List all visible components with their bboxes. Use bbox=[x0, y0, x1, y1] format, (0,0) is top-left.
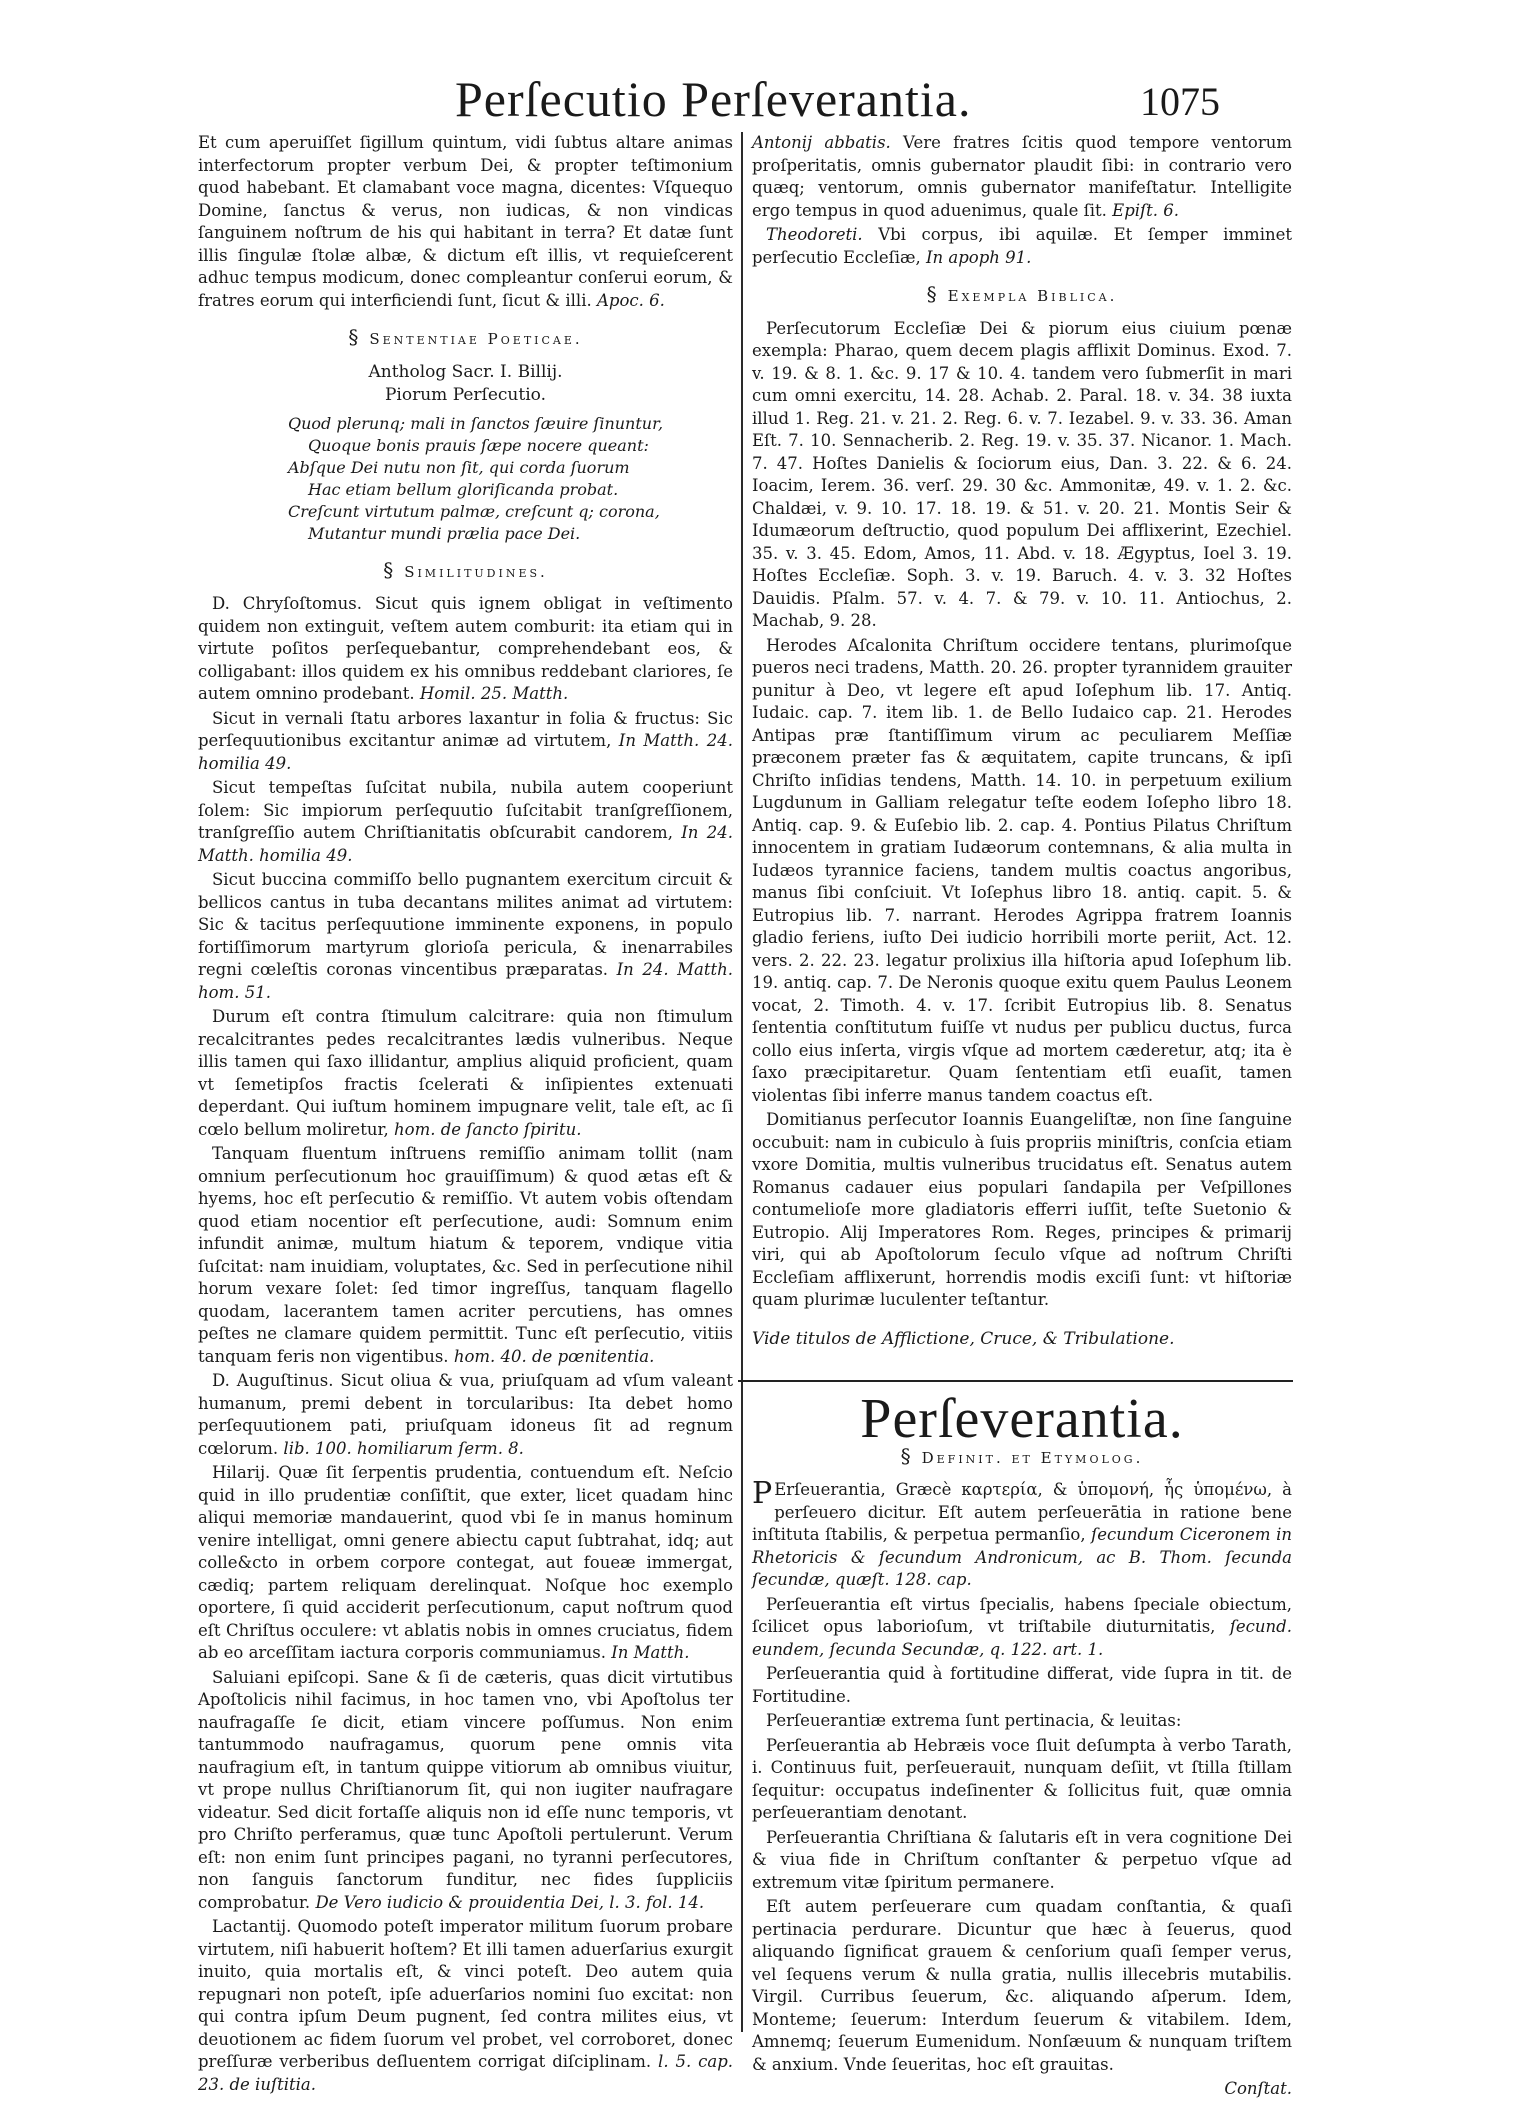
heading-text: Definit. et Etymolog. bbox=[921, 1448, 1144, 1467]
text: D. Auguſtinus. Sicut oliua & vua, priuſquam ad vſum valeant humanum, premi debent in torcularibus: Ita debet homo perſequutionem pati, priuſquam idoneus ſit ad regnum cœlorum. bbox=[198, 1371, 733, 1458]
citation: Epiſt. 6. bbox=[1112, 200, 1180, 220]
paragraph: Eſt autem perſeuerare cum quadam conſtantia, & quaſi pertinacia perdurare. Dicuntur que hæc à ſeuerus, quod aliquando ſignificat grauem & cenſorium quaſi ſemper verus, vel ſequens verum & nulla gratia, nullis illecebris mutabilis. Virgil. Curribus ſeuerum, &c. aliquando aſperum. Idem, Monteme; ſeuerum: Interdum ſeuerum & vitabilem. Idem, Amnemq; ſeuerum Eumenidum. Nonſæuum & nunquam triſtem & anxium. Vnde ſeueritas, hoc eſt grauitas. bbox=[752, 1897, 1292, 2074]
poem-line: Abſque Dei nutu non ſit, qui corda ſuorum bbox=[288, 457, 630, 477]
poem-line: Quod plerunq; mali in ſanctos ſæuire ſinuntur, bbox=[288, 413, 664, 433]
poem bbox=[288, 413, 733, 545]
text: Et cum aperuiſſet ſigillum quintum, vidi ſubtus altare animas interfectorum propter verbum Dei, & propter teſtimonium quod habebant. Et clamabant voce magna, dicentes: Vſquequo Domine, ſanctus & verus, non iudicas, & non vindicas ſanguinem noſtrum de his qui habitant in terra? Et datæ ſunt illis ſingulæ ſtolæ albæ, & dictum eſt illis, vt requieſcerent adhuc tempus modicum, donec compleantur conſerui eorum, & fratres eorum qui interficiendi ſunt, ſicut & illi. bbox=[198, 133, 733, 310]
paragraph bbox=[198, 1462, 733, 1665]
poem-line: Mutantur mundi prælia pace Dei. bbox=[308, 523, 581, 543]
section-mark-icon: § bbox=[926, 282, 940, 306]
citation: Theodoreti. bbox=[766, 225, 863, 244]
section-title: Perſeverantia. bbox=[860, 1388, 1184, 1450]
paragraph: Perſecutorum Eccleſiæ Dei & piorum eius ciuium pœnæ exempla: Pharao, quem decem plagis afflixit Dominus. Exod. 7. v. 19. & 8. 1. &c. 9. 17 & 10. 4. tandem vero ſubmerſit in mari cum omni exercitu, 14. 28. Achab. 2. Paral. 18. v. 34. 38 iuxta illud 1. Reg. 21. v. 21. 2. Reg. 6. v. 7. Iezabel. 9. v. 33. 36. Aman Eſt. 7. 10. Sennacherib. 2. Reg. 19. v. 35. 37. Nicanor. 1. Mach. 7. 47. Hoſtes Danielis & ſociorum eius, Dan. 3. 22. & 6. 24. Ioacim, Ierem. 36. verſ. 29. 30 &c. Ammonitæ, 49. v. 1. 2. &c. Chaldæi, v. 9. 10. 17. 18. 19. & 51. v. 20. 21. Montis Seir & Idumæorum deſtructio, quod populum Dei afflixerint, Ezechiel. 35. v. 3. 45. Edom, Amos, 11. Abd. v. 18. Ægyptus, Ioel 3. 19. Hoſtes Eccleſiæ. Soph. 3. v. 19. Baruch. 4. v. 3. 32 Hoſtes Dauidis. Pſalm. 57. v. 4. 7. & 79. v. 10. 11. Antiochus, 2. Machab, 9. 28. bbox=[752, 318, 1292, 630]
section-mark-icon: § bbox=[383, 557, 397, 582]
poem-line: Quoque bonis prauis ſæpe nocere queant: bbox=[308, 435, 649, 455]
apocalypse-quote bbox=[198, 132, 733, 312]
citation: In 24. Matth. homilia 49. bbox=[198, 823, 733, 865]
page-number: 1075 bbox=[1140, 79, 1220, 124]
section-heading-poetic bbox=[198, 326, 733, 351]
paragraph bbox=[198, 1370, 733, 1460]
paragraph bbox=[198, 777, 733, 867]
page-header bbox=[0, 70, 1527, 140]
text: Lactantij. Quomodo poteſt imperator militum ſuorum probare virtutem, niſi habuerit hoſtem? Et illi tamen aduerſarius exurgit inuito, quia mortalis eſt, & vinci poteſt. Deo autem quia repugnari non poteſt, ipſe aduerſarios nomini ſuo excitat: non qui contra ipſum Deum pugnent, ſed contra milites eius, vt deuotionem ac fidem ſuorum vel probet, vel corroboret, donec preſſuræ verberibus deſluentem corrigat diſciplinam. bbox=[198, 1917, 733, 2071]
citation: hom. 40. de pœnitentia. bbox=[453, 1346, 655, 1366]
text: Durum eſt contra ſtimulum calcitrare: quia non ſtimulum recalcitrantes pedes recalcitrantes lædis vulneribus. Neque illis tamen qui ſaxo illidantur, amplius aliquid proficient, quam vt ſemetipſos fractis ſcelerati & inſipientes extenuati deperdant. Qui iuſtum hominem impugnare velit, tale eſt, ac ſi cœlo bellum moliretur, bbox=[198, 1007, 733, 1139]
section-heading-definition bbox=[752, 1445, 1292, 1470]
paragraph bbox=[198, 1916, 733, 2096]
poem-line: Hac etiam bellum gloriſicanda probat. bbox=[308, 479, 619, 499]
paragraph bbox=[752, 1476, 1292, 1592]
paragraph: Herodes Aſcalonita Chriſtum occidere tentans, plurimoſque pueros neci tradens, Matth. 20. 26. propter tyrannidem grauiter punitur à Deo, vt legere eſt apud Ioſephum lib. 17. Antiq. Iudaic. cap. 7. item lib. 1. de Bello Iudaico cap. 21. Herodes Antipas præ ſtantiſſimum virum ac peculiarem Meſſiæ præconem præter fas & æquitatem, capite truncans, & ipſi Chriſto inſidias tendens, Matth. 14. 10. in perpetuum exilium Lugdunum in Galliam relegatur teſte eodem Ioſepho libro 18. Antiq. cap. 9. & Euſebio lib. 2. cap. 4. Pontius Pilatus Chriſtum innocentem in gratiam Iudæorum contemnans, & alia multa in Iudæos tyrannice faciens, tandem multis coactus angoribus, manus ſibi conſciuit. Vt Ioſephus libro 18. antiq. capit. 5. & Eutropius lib. 7. narrant. Herodes Agrippa fratrem Ioannis gladio feriens, iuſto Dei iudicio horribili morte periit, Act. 12. vers. 2. 22. 23. legatur prolixius illa hiſtoria apud Ioſephum lib. 19. antiq. cap. 7. De Neronis quoque exitu quem Paulus Leonem vocat, 2. Timoth. 4. v. 17. ſcribit Eutropius lib. 8. Senatus ſententia conſtitutum fuiſſe vt nudus per publicu ductus, furca collo eius inſerta, virgis vſque ad mortem cæderetur, atq; ita è ſaxo præcipitaretur. Quam ſententiam etſi euaſit, tamen violentas ſibi inferre manus tandem coactus eſt. bbox=[752, 635, 1292, 1105]
running-head: Perſecutio Perſeverantia. bbox=[455, 71, 972, 127]
paragraph bbox=[198, 869, 733, 1004]
poem-title: Piorum Perſecutio. bbox=[384, 384, 546, 405]
text: Perſeuerantia eſt virtus ſpecialis, habens ſpeciale obiectum, ſcilicet opus laborioſum, vt triſtabile diuturnitatis, bbox=[752, 1594, 1292, 1636]
citation: lib. 100. homiliarum ſerm. 8. bbox=[283, 1438, 524, 1458]
paragraph bbox=[752, 1594, 1292, 1662]
citation: In Matth. bbox=[611, 1643, 690, 1662]
text: Vbi corpus, ibi aquilæ. Et ſemper imminet perſecutio Eccleſiæ, bbox=[752, 225, 1292, 267]
left-column bbox=[198, 132, 733, 2098]
column-divider bbox=[741, 132, 743, 2032]
poem-line: Creſcunt virtutum palmæ, creſcunt q; corona, bbox=[288, 501, 660, 521]
drop-cap: P bbox=[752, 1476, 773, 1511]
paragraph: Perſeuerantiæ extrema ſunt pertinacia, & leuitas: bbox=[766, 1711, 1182, 1730]
section-heading-biblical bbox=[752, 283, 1292, 308]
paragraph: Perſeuerantia quid à fortitudine differat, vide ſupra in tit. de Fortitudine. bbox=[752, 1664, 1292, 1706]
cross-reference: Vide titulos de Afflictione, Cruce, & Tribulatione. bbox=[752, 1328, 1175, 1349]
paragraph: Perſeuerantia Chriſtiana & ſalutaris eſt in vera cognitione Dei & viua fide in Chriſtum conſtanter & perpetuo vſque ad extremum vitæ ſpiritum permanere. bbox=[752, 1827, 1292, 1892]
citation: Homil. 25. Matth. bbox=[419, 684, 569, 703]
text: Erſeuerantia, Græcè καρτερία, & ὑπομονή, ἧς ὑπομένω, à perſeuero dicitur. Eſt autem perſeuerātia in ratione bene inſtituta ſtabilis, & perpetua permanſio, bbox=[752, 1480, 1292, 1544]
paragraph bbox=[198, 1006, 733, 1141]
paragraph bbox=[198, 593, 733, 706]
citation: ſecundum Ciceronem in Rhetoricis & ſecundum Andronicum, ac B. Thom. ſecunda ſecundæ, quæſt. 128. cap. bbox=[752, 1525, 1292, 1589]
section-mark-icon: § bbox=[900, 1443, 914, 1468]
text: Sicut tempeſtas ſuſcitat nubila, nubila autem cooperiunt ſolem: Sic impiorum perſequutio ſuſcitabit tranſgreſſionem, tranſgreſſio autem Chriſtianitatis obſcurabit candorem, bbox=[198, 778, 733, 842]
paragraph bbox=[752, 224, 1292, 269]
catchword: Conſtat. bbox=[1224, 2079, 1292, 2098]
text: Sicut in vernali ſtatu arbores laxantur in folia & fructus: Sic perſequutionibus excitantur animæ ad virtutem, bbox=[198, 708, 733, 750]
section-divider bbox=[738, 1380, 1293, 1382]
text: Sicut buccina commiſſo bello pugnantem exercitum circuit & bellicos cantus in tuba decantans milites animat ad virtutem: Sic & tacitus perſequutione imminente exponens, in populo fortiſſimorum martyrum glorioſa pericula, & inenarrabiles regni cœleſtis coronas vincentibus præparatas. bbox=[198, 870, 733, 979]
text: Tanquam fluentum inſtruens remiſſio animam tollit (nam omnium perſecutionum hoc grauiſſimum) & quod ætas eſt & hyems, hoc eſt perſecutio & remiſſio. Vt autem vobis oſtendam quod etiam nocentior eſt perſecutione, audi: Somnum enim infundit animæ, multum hiatum & teporem, vndique vitia ſuſcitat: nam inuidiam, voluptates, &c. Sed in perſecutione nihil horum vexare ſolet: ſed timor ingreſſus, tanquam flagello quodam, lacerantem tamen acriter percutiens, has omnes peſtes ne clamare quidem permittit. Tunc eſt perſecutio, vitiis tanquam feris non vigentibus. bbox=[198, 1144, 733, 1366]
poem-source: Antholog Sacr. I. Billij. bbox=[368, 361, 563, 382]
citation: Apoc. 6. bbox=[596, 290, 665, 310]
heading-text: Exempla Biblica. bbox=[947, 287, 1118, 305]
citation: ſecund. eundem, ſecunda Secundæ, q. 122. art. 1. bbox=[752, 1617, 1292, 1659]
citation: De Vero iudicio & prouidentia Dei, l. 3. fol. 14. bbox=[315, 1892, 705, 1912]
right-column bbox=[752, 132, 1292, 2101]
heading-text: Similitudines. bbox=[404, 562, 548, 581]
text: Saluiani epiſcopi. Sane & ſi de cæteris, quas dicit virtutibus Apoſtolicis nihil facimus, in hoc tamen vno, vbi Apoſtolus ter naufragaſſe ſe dicit, etiam vincere poſſumus. Non enim tantummodo naufragamus, quorum pene omnis vita naufragium eſt, in tantum quippe vitiorum ab omnibus viuitur, vt prope nullus Chriſtianorum ſit, qui non iugiter naufragare videatur. Sed dicit fortaſſe aliquis non id eſſe nunc temporis, vt pro Chriſto perferamus, quæ tunc Apoſtoli pertulerunt. Verum eſt: non enim ſunt principes pagani, no tyranni perſecutores, non ſanguis ſanctorum funditur, nec fides ſuppliciis comprobatur. bbox=[198, 1667, 733, 1912]
citation: Antonij abbatis. bbox=[752, 133, 891, 152]
citation: l. 5. cap. 23. de iuſtitia. bbox=[198, 2052, 733, 2094]
paragraph: Domitianus perſecutor Ioannis Euangeliſtæ, non ſine ſanguine occubuit: nam in cubiculo à ſuis propriis miniſtris, conſcia etiam vxore Domitia, multis vulneribus trucidatus eſt. Senatus autem Romanus cadauer eius populari ſandapila per Veſpillones contumelioſe more gladiatoris efferri iuſſit, teſte Suetonio & Eutropio. Alij Imperatores Rom. Reges, principes & primarij viri, qui ab Apoſtolorum ſeculo vſque ad noſtrum Chriſti Eccleſiam afflixerunt, horrendis modis exciſi ſunt: vt hiſtoriæ quam plurimæ luculenter teſtantur. bbox=[752, 1110, 1292, 1309]
citation: hom. de ſancto ſpiritu. bbox=[394, 1119, 582, 1139]
text: Hilarij. Quæ ſit ſerpentis prudentia, contuendum eſt. Neſcio quid in illo prudentiæ conſiſtit, que exter, licet quadam hinc aliqui memoriæ mandauerint, quod vbi ſe in manus hominum venire intelligat, omni genere abiectu caput ſubtrahat, idq; aut colle&cto in orbem corpore contegat, aut foueæ immergat, cædiq; partem reliquam derelinquat. Noſque hoc exemplo oportere, ſi quid acciderit perſecutionum, caput noſtrum quod eſt Chriſtus occulere: vt ablatis nobis in omnes cruciatus, fidem ab eo arceſſitam iactura corporis communiamus. bbox=[198, 1463, 733, 1662]
citation: In Matth. 24. homilia 49. bbox=[198, 731, 733, 773]
paragraph bbox=[198, 1143, 733, 1368]
paragraph bbox=[752, 132, 1292, 222]
text: D. Chryſoſtomus. Sicut quis ignem obligat in veſtimento quidem non extinguit, veſtem autem comburit: ita etiam qui in virtute poſitos perſequebantur, comprehendebant eos, & colligabant: illos quidem ex his omnibus reddebant clariores, ſe autem omnino prodebant. bbox=[198, 594, 733, 703]
section-mark-icon: § bbox=[348, 325, 362, 349]
text: Vere fratres ſcitis quod tempore ventorum proſperitatis, omnis gubernator plaudit ſibi: in contrario vero quæq; ventorum, omnis gubernator manifeſtatur. Intelligite ergo tempus in quod aduenimus, quale ſit. bbox=[752, 133, 1292, 220]
citation: In 24. Matth. hom. 51. bbox=[198, 960, 733, 1002]
paragraph bbox=[198, 1667, 733, 1915]
citation: In apoph 91. bbox=[926, 247, 1032, 267]
paragraph: Perſeuerantia ab Hebræis voce ſluit deſumpta à verbo Tarath, i. Continuus fuit, perſeuerauit, nunquam deſiit, vt ſtilla ſtillam ſequitur: occupatus indeſinenter & ſollicitus fuit, quæ omnia perſeuerantiam denotant. bbox=[752, 1735, 1292, 1822]
paragraph bbox=[198, 708, 733, 776]
section-heading-similitudes bbox=[198, 559, 733, 584]
heading-text: Sententiae Poeticae. bbox=[369, 330, 583, 348]
